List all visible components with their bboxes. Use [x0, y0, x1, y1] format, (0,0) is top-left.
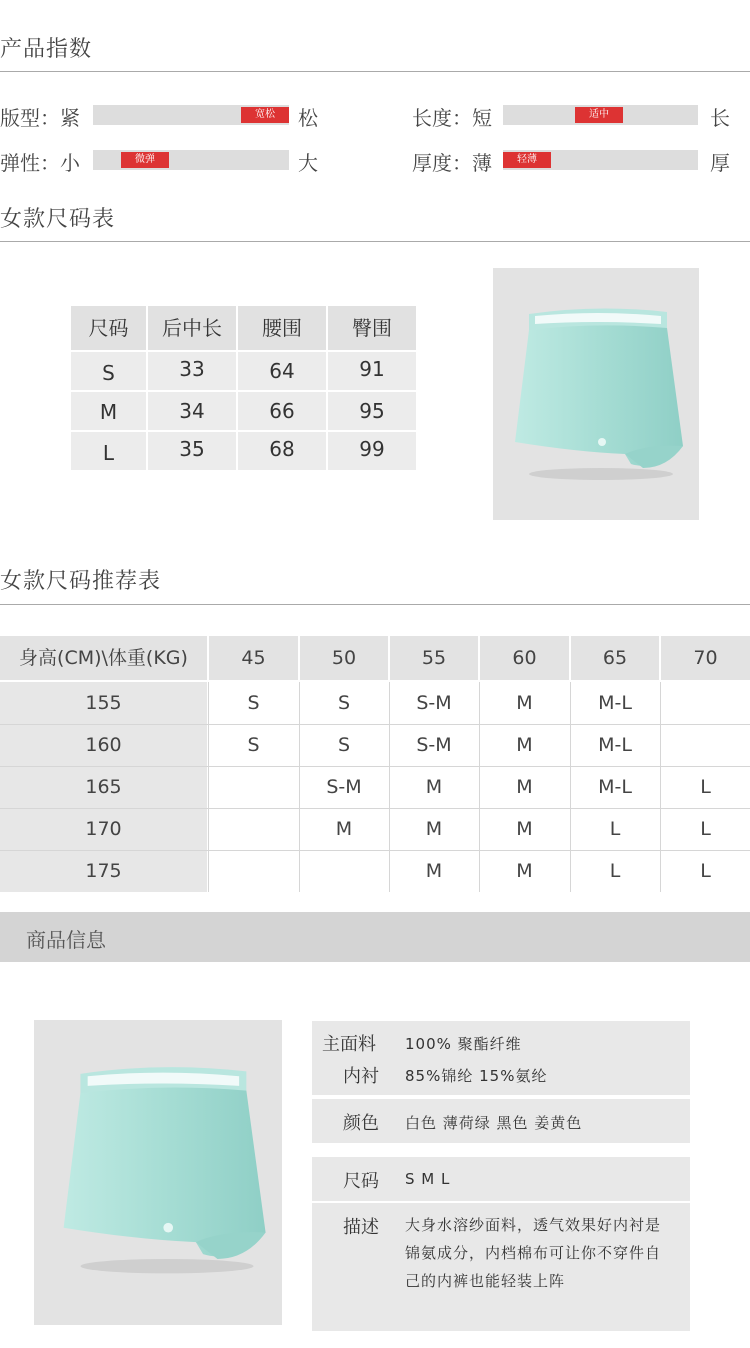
skirt-image	[54, 1060, 268, 1280]
divider	[0, 604, 750, 605]
size-header: 臀围	[328, 306, 416, 350]
index-end-label: 长	[710, 106, 730, 130]
info-desc-box	[312, 1203, 690, 1331]
size-cell: 91	[328, 352, 416, 390]
product-photo-large	[34, 1020, 282, 1325]
index-bar	[503, 105, 698, 125]
recommend-cell: M	[480, 809, 569, 850]
index-label: 版型：紧	[0, 106, 80, 130]
skirt-image	[507, 304, 685, 484]
recommend-header: 50	[300, 636, 388, 680]
product-photo	[493, 268, 699, 520]
recommend-cell	[300, 851, 388, 892]
size-cell: 66	[238, 392, 326, 430]
recommend-cell: L	[571, 851, 659, 892]
divider	[0, 71, 750, 72]
info-section-bar	[0, 912, 750, 962]
recommend-height: 175	[0, 851, 207, 892]
recommend-cell: M	[480, 682, 569, 724]
size-cell: 64	[238, 352, 326, 390]
size-cell: S	[71, 352, 146, 390]
size-cell: 35	[148, 432, 236, 470]
recommend-cell: L	[571, 809, 659, 850]
recommend-cell: L	[661, 809, 750, 850]
recommend-header: 身高(CM)\体重(KG)	[0, 636, 207, 680]
index-tag: 轻薄	[503, 152, 551, 168]
size-cell: L	[71, 432, 146, 470]
index-tag: 适中	[575, 107, 623, 123]
recommend-cell: M	[300, 809, 388, 850]
index-label: 长度：短	[412, 106, 492, 130]
recommend-cell: S-M	[390, 725, 478, 766]
index-tag: 宽松	[241, 107, 289, 123]
recommend-cell: S	[209, 682, 298, 724]
recommend-cell: M	[480, 767, 569, 808]
index-bar	[503, 150, 698, 170]
recommend-cell: M	[480, 725, 569, 766]
info-material-box	[312, 1021, 690, 1095]
recommend-cell: L	[661, 767, 750, 808]
info-key: 内衬	[343, 1066, 379, 1087]
section-title-size: 女款尺码表	[0, 207, 116, 232]
recommend-cell: M-L	[571, 725, 659, 766]
divider	[0, 241, 750, 242]
index-end-label: 大	[298, 151, 318, 175]
info-key: 尺码	[343, 1171, 379, 1192]
recommend-header: 60	[480, 636, 569, 680]
info-key: 主面料	[322, 1034, 376, 1055]
recommend-cell: M	[480, 851, 569, 892]
recommend-header: 55	[390, 636, 478, 680]
recommend-cell: S	[300, 682, 388, 724]
recommend-header: 65	[571, 636, 659, 680]
grid-line	[0, 766, 750, 767]
info-value: S M L	[405, 1170, 451, 1188]
info-value: 白色 薄荷绿 黑色 姜黄色	[405, 1114, 583, 1132]
recommend-cell: S	[300, 725, 388, 766]
grid-line	[660, 682, 661, 892]
index-label: 厚度：薄	[412, 151, 492, 175]
grid-line	[0, 808, 750, 809]
recommend-height: 160	[0, 725, 207, 766]
info-description: 大身水溶纱面料，透气效果好内衬是锦氨成分，内档棉布可让你不穿件自己的内裤也能轻装上阵	[405, 1216, 662, 1290]
section-title-info: 商品信息	[26, 928, 106, 952]
size-header: 后中长	[148, 306, 236, 350]
grid-line	[0, 724, 750, 725]
size-header: 腰围	[238, 306, 326, 350]
size-header: 尺码	[71, 306, 146, 350]
size-cell: 68	[238, 432, 326, 470]
recommend-cell: M-L	[571, 767, 659, 808]
grid-line	[208, 682, 209, 892]
recommend-cell: M	[390, 851, 478, 892]
recommend-header: 45	[209, 636, 298, 680]
size-cell: 95	[328, 392, 416, 430]
recommend-height: 170	[0, 809, 207, 850]
recommend-cell: M-L	[571, 682, 659, 724]
grid-line	[570, 682, 571, 892]
size-cell: 99	[328, 432, 416, 470]
info-size-box	[312, 1157, 690, 1201]
grid-line	[0, 850, 750, 851]
index-tag: 微弹	[121, 152, 169, 168]
recommend-cell	[209, 809, 298, 850]
size-cell: 34	[148, 392, 236, 430]
recommend-height: 155	[0, 682, 207, 724]
info-color-box	[312, 1099, 690, 1143]
recommend-cell: S	[209, 725, 298, 766]
recommend-cell: L	[661, 851, 750, 892]
info-key: 颜色	[343, 1113, 379, 1134]
recommend-cell	[209, 767, 298, 808]
index-end-label: 松	[298, 106, 318, 130]
index-end-label: 厚	[710, 151, 730, 175]
info-value: 85%锦纶 15%氨纶	[405, 1067, 548, 1085]
size-cell: M	[71, 392, 146, 430]
index-bar	[93, 150, 289, 170]
info-key: 描述	[343, 1217, 379, 1238]
grid-line	[299, 682, 300, 892]
recommend-cell: S-M	[300, 767, 388, 808]
index-label: 弹性：小	[0, 151, 80, 175]
recommend-cell: M	[390, 767, 478, 808]
grid-line	[479, 682, 480, 892]
recommend-height: 165	[0, 767, 207, 808]
section-title-index: 产品指数	[0, 37, 93, 62]
recommend-cell	[661, 725, 750, 766]
recommend-header: 70	[661, 636, 750, 680]
info-value: 100% 聚酯纤维	[405, 1035, 522, 1053]
size-cell: 33	[148, 352, 236, 390]
recommend-cell: M	[390, 809, 478, 850]
recommend-cell	[209, 851, 298, 892]
grid-line	[389, 682, 390, 892]
recommend-cell: S-M	[390, 682, 478, 724]
recommend-cell	[661, 682, 750, 724]
section-title-recommend: 女款尺码推荐表	[0, 569, 162, 594]
index-bar	[93, 105, 289, 125]
